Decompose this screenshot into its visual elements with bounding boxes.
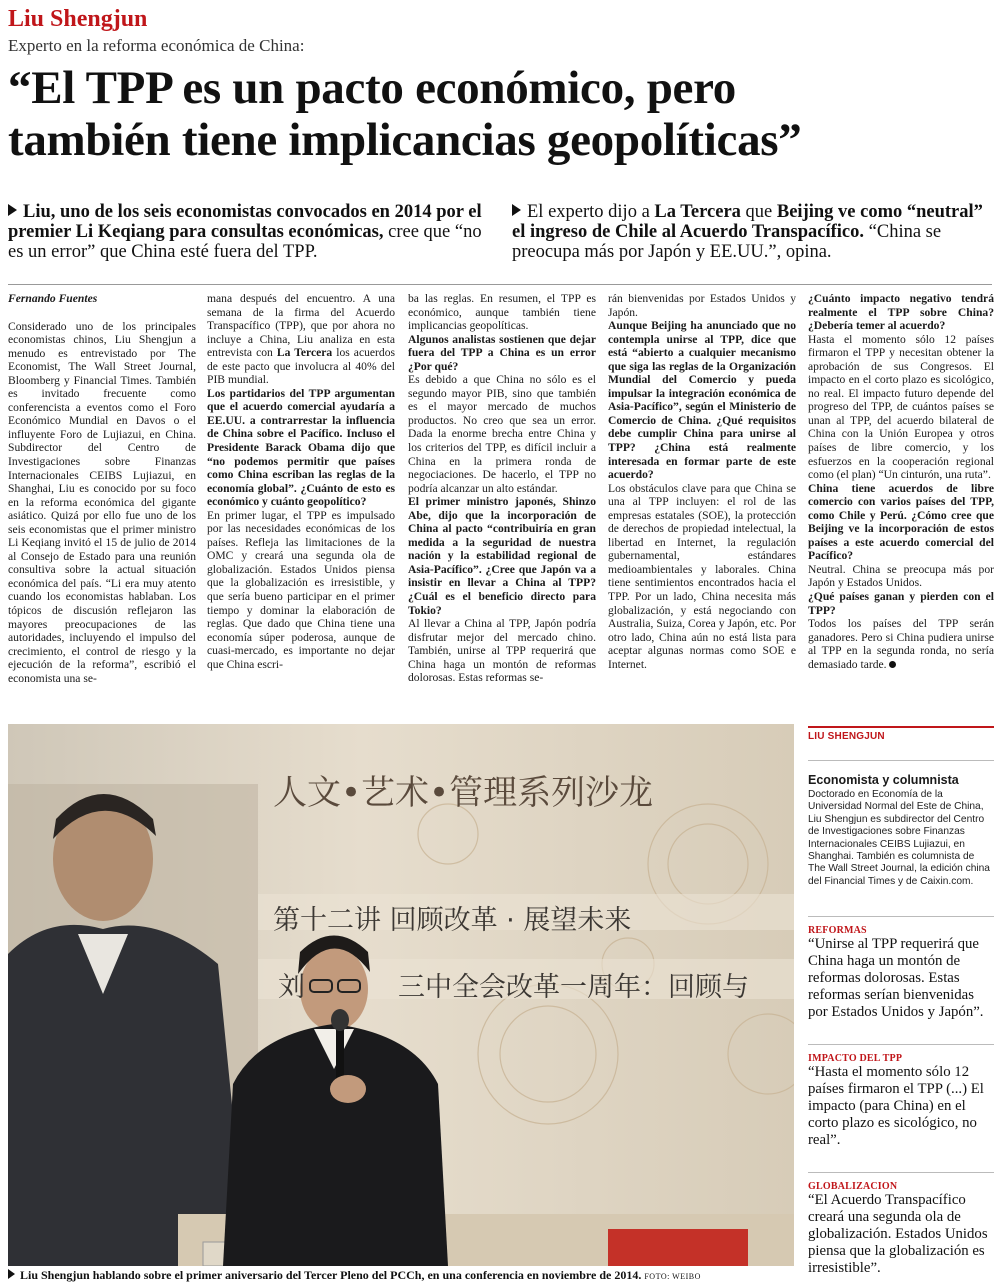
article-text: Todos los países del TPP serán ganadores. Pero si China pudiera unirse al TPP en la segunda ronda, no sería demasiado tarde. — [808, 617, 994, 671]
bio-text: Doctorado en Economía de la Universidad Normal del Este de China, Liu Shengjun es subdirector del Centro de Investigaciones sobre Finanzas Internacionales CEIBS Lujiazui, en Shanghai. También es columnista de The Wall Street Journal, la edición china del Financial Times y de Caixin.com. — [808, 789, 990, 887]
deck-left — [8, 202, 490, 262]
banner-line-3-left: 刘 — [278, 972, 305, 1003]
pull-quote-label: REFORMAS — [808, 925, 867, 936]
triangle-bullet-icon — [8, 204, 17, 216]
article-paragraph: En primer lugar, el TPP es impulsado por las necesidades económicas de los países. Refleja las limitaciones de la OMC y creará una segunda ola de globalización. Estados Unidos piensa que la globalización es irresistible, y que sería bueno participar en el primer tiempo y dominar la elaboración de reglas. Que dado que China tiene una economía súper poderosa, aunque de cuasi-mercado, es importante no dejar que China escri- — [207, 508, 395, 671]
article-paragraph: Es debido a que China no sólo es el segundo mayor PIB, sino que también es el mayor mercado de muchos productos. No creo que sea un error. Dada la enorme brecha entre China y los criterios del TPP, es difícil incluir a China en la primera ronda de negociaciones. De hacerlo, el TPP no podría alcanzar un alto estándar. — [408, 373, 596, 495]
article-paragraph — [207, 292, 395, 387]
question-text: El primer ministro japonés, Shinzo Abe, dijo que la incorporación de China al pacto “contribuiría en gran medida a la seguridad de nuestra nación y la estabilidad regional de Asia-Pacífico”. ¿Cree que Japón va a insistir en llevar a China al TPP? ¿Cuál es el beneficio directo para Tokio? — [408, 495, 596, 617]
pull-quote-3 — [808, 1172, 994, 1277]
section-kicker: Liu Shengjun — [8, 6, 148, 32]
deck-right-text-2: que — [740, 202, 777, 222]
divider — [8, 284, 992, 285]
article-text: los acuerdos de este pacto que involucra al 40% del PIB mundial. — [207, 346, 396, 387]
bio-box — [808, 726, 994, 888]
deck-right-bold-2: Beijing ve como “neutral” el ingreso de Chile al Acuerdo Transpacífico. — [512, 202, 983, 242]
headline-subtitle: Experto en la reforma económica de China: — [8, 36, 305, 55]
question-text: Los partidarios del TPP argumentan que el acuerdo comercial ayudaría a EE.UU. a contrarrestar la influencia de China sobre el Pacífico. Incluso el Presidente Barack Obama dijo que “no podemos permitir que países como China escriban las reglas de la economía global”. ¿Cuánto de esto es económico y cuánto geopolítico? — [207, 386, 395, 509]
article-paragraph: Hasta el momento sólo 12 países firmaron el TPP y necesitan obtener la aprobación de sus Congresos. El impacto en el corto plazo es sicológico, no real. El impacto futuro depende del progreso del TPP, de cuántos países se unan al TPP, del acuerdo bilateral de China con la Unión Europea y otros países de libre comercio, y los esfuerzos en la cooperación regional como (el plan) “Un cinturón, una ruta”. — [808, 332, 994, 482]
article-column-4 — [608, 292, 796, 671]
question-text: Algunos analistas sostienen que dejar fuera del TPP a China es un error ¿Por qué? — [408, 332, 596, 373]
banner-title: 人文•艺术•管理系列沙龙 — [273, 773, 654, 813]
article-paragraph: ba las reglas. En resumen, el TPP es económico, aunque también tiene implicancias geopolíticas. — [408, 292, 596, 333]
article-photo — [8, 724, 794, 1266]
divider — [808, 916, 994, 917]
article-column-2 — [207, 292, 395, 671]
triangle-bullet-icon — [8, 1269, 15, 1279]
interview-question — [207, 387, 395, 509]
article-paragraph: Considerado uno de los principales economistas chinos, Liu Shengjun a menudo es entrevistado por The Economist, The Wall Street Journal, Bloomberg y Financial Times. También es invitado frecuente como conferencista a eventos como el Foro Económico Mundial en Davos o el influyente Foro de Lujiazui, en China. Subdirector del Centro de Investigaciones sobre Finanzas Internacionales CEIBS Lujiazui, en Shanghai, Liu es conocido por su foco en la reforma económica del gigante asiático. Quizá por ello fue uno de los seis economistas que el primer ministro Li Keqiang invitó el 15 de julio de 2014 al Consejo de Estado para una reunión consultiva sobre la actual situación económica del país. “Li era muy atento cuando los economistas hablaban. Los tópicos de discusión reflejaron las mayores preocupaciones de las autoridades, incluyendo el impulso del crecimiento, el control de riesgo y la ejecución de la reforma”, escribió el economista una se- — [8, 319, 196, 685]
pull-quote-text: “El Acuerdo Transpacífico creará una segunda ola de globalización. Estados Unidos piensa que la globalización es irresistible”. — [808, 1192, 988, 1276]
question-text: China tiene acuerdos de libre comercio con varios países del TPP, como Chile y Perú. ¿Cómo cree que Beijing ve la incorporación de estos países a este acuerdo comercial del Pacífico? — [808, 481, 994, 563]
divider — [808, 760, 994, 761]
banner-line-2: 第十二讲 回顾改革 · 展望未来 — [273, 905, 632, 936]
banner-line-3: 三中全会改革一周年：回顾与 — [398, 972, 749, 1003]
article-column-1 — [8, 292, 196, 685]
triangle-bullet-icon — [512, 204, 521, 216]
headline-line-2: también tiene implicancias geopolíticas” — [8, 114, 802, 166]
article-paragraph: rán bienvenidas por Estados Unidos y Japón. — [608, 292, 796, 319]
pull-quote-text: “Unirse al TPP requerirá que China haga un montón de reformas dolorosas. Estas reformas serían bienvenidas por Estados Unidos y Japón”. — [808, 936, 984, 1020]
question-text: Aunque Beijing ha anunciado que no contempla unirse al TPP, dice que está “abierto a cualquier mecanismo que siga las reglas de la Organización Mundial del Comercio y pueda impulsar la integración económica de Asia-Pacífico”, según el Ministerio de Comercio de China. ¿Qué requisitos debe cumplir China para unirse al TPP? ¿China está realmente interesada en formar parte de este acuerdo? — [608, 319, 796, 482]
headline — [8, 62, 993, 166]
photo-illustration — [8, 724, 794, 1266]
divider — [808, 1172, 994, 1173]
interview-question — [408, 333, 596, 374]
deck-left-bold: Liu, uno de los seis economistas convocados en 2014 por el premier Li Keqiang para consultas económicas, — [8, 202, 482, 242]
deck-right-text-1: El experto dijo a — [527, 202, 655, 222]
question-text: ¿Cuánto impacto negativo tendrá realmente el TPP sobre China? ¿Debería temer al acuerdo? — [808, 292, 994, 333]
end-mark-icon — [889, 661, 896, 668]
article-column-3 — [408, 292, 596, 685]
pull-quote-text: “Hasta el momento sólo 12 países firmaron el TPP (...) El impacto (para China) en el corto plazo es sicológico, no real”. — [808, 1064, 984, 1148]
pull-quote-label: IMPACTO DEL TPP — [808, 1053, 903, 1064]
headline-line-1: “El TPP es un pacto económico, pero — [8, 62, 737, 114]
article-paragraph — [808, 617, 994, 671]
photo-caption — [8, 1268, 701, 1283]
pull-quote-1 — [808, 916, 994, 1021]
pull-quote-2 — [808, 1044, 994, 1149]
article-paragraph: Neutral. China se preocupa más por Japón y Estados Unidos. — [808, 562, 994, 590]
article-paragraph: Los obstáculos clave para que China se una al TPP incluyen: el rol de las empresas estatales (SOE), la protección de derechos de propiedad intelectual, la libertad en Internet, la regulación gubernamental, estándares medioambientales y laborales. China tiene sentimientos encontrados hacia el TPP. Por un lado, China necesita más globalización, y está negociando con Australia, Suiza, Corea y Japón, etc. Por otro lado, China aún no está lista para aceptar algunas normas como SOE e Internet. — [608, 481, 796, 671]
article-text: mana después del encuentro. A una semana de la firma del Acuerdo Transpacífico (TPP), que por ahora no incluye a China, Liu analiza en esta entrevista con — [207, 292, 395, 360]
deck-left-text: cree que “no es un error” que China esté fuera del TPP. — [8, 222, 482, 262]
interview-question — [608, 319, 796, 482]
interview-question — [808, 482, 994, 563]
deck-right-bold-1: La Tercera — [654, 202, 741, 222]
article-column-5 — [808, 292, 994, 671]
question-text: ¿Qué países ganan y pierden con el TPP? — [808, 590, 994, 617]
caption-text: Liu Shengjun hablando sobre el primer aniversario del Tercer Pleno del PCCh, en una conferencia en noviembre de 2014. — [20, 1268, 642, 1282]
bio-title: Economista y columnista — [808, 773, 959, 787]
bio-label: LIU SHENGJUN — [808, 731, 885, 742]
article-paragraph: Al llevar a China al TPP, Japón podría disfrutar mejor del mercado chino. También, unirse al TPP requerirá que China haga un montón de reformas dolorosas. Estas reformas se- — [408, 617, 596, 685]
divider — [808, 726, 994, 728]
deck-right — [512, 202, 994, 262]
photo-credit: FOTO: WEIBO — [644, 1272, 701, 1281]
interview-question — [808, 590, 994, 617]
interview-question — [808, 292, 994, 333]
byline: Fernando Fuentes — [8, 292, 98, 305]
article-text-bold: La Tercera — [276, 346, 333, 360]
divider — [808, 1044, 994, 1045]
interview-question — [408, 495, 596, 617]
deck-right-text-3: “China se preocupa más por Japón y EE.UU.”, opina. — [512, 222, 942, 262]
pull-quote-label: GLOBALIZACION — [808, 1181, 898, 1192]
